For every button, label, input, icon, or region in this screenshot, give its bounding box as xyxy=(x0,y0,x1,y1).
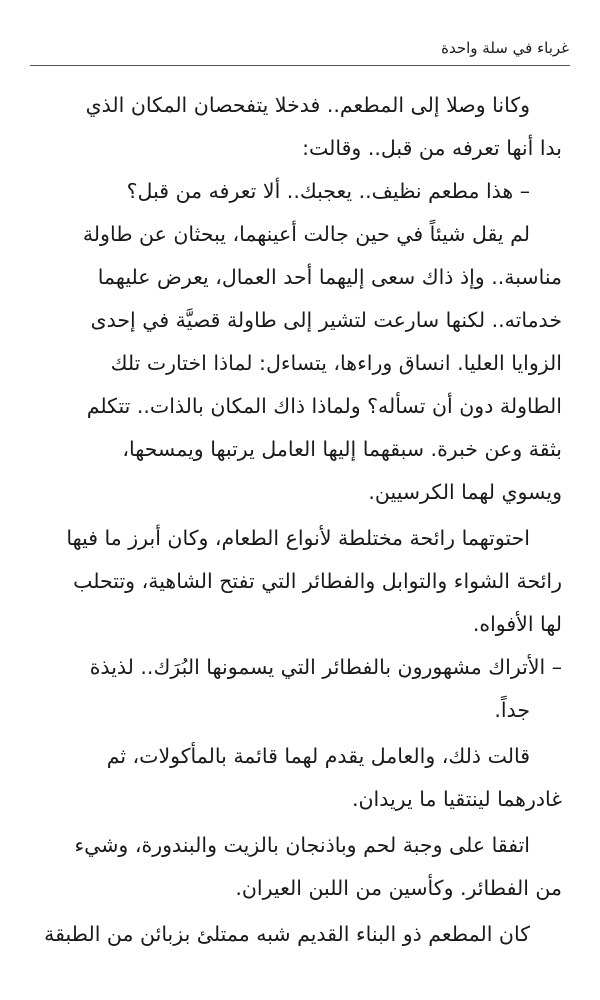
text-line: احتوتهما رائحة مختلطة لأنواع الطعام، وكان أبرز ما فيها xyxy=(66,526,530,550)
text-line: اتفقا على وجبة لحم وباذنجان بالزيت والبندورة، وشيء xyxy=(74,833,530,857)
text-line: كان المطعم ذو البناء القديم شبه ممتلئ بزبائن من الطبقة xyxy=(44,922,530,946)
text-line: مناسبة.. وإذ ذاك سعى إليهما أحد العمال، يعرض عليهما xyxy=(97,265,562,289)
text-line: جداً. xyxy=(494,698,530,722)
text-line: ويسوي لهما الكرسيين. xyxy=(368,480,562,504)
header-rule xyxy=(30,65,570,66)
text-line: غادرهما لينتقيا ما يريدان. xyxy=(351,787,562,811)
text-line: الزوايا العليا. انساق وراءها، يتساءل: لماذا اختارت تلك xyxy=(110,351,562,375)
body-text xyxy=(44,84,562,956)
text-line: وكانا وصلا إلى المطعم.. فدخلا يتفحصان المكان الذي xyxy=(85,93,530,117)
text-line: من الفطائر. وكأسين من اللبن العيران. xyxy=(235,876,562,900)
text-line: رائحة الشواء والتوابل والفطائر التي تفتح الشاهية، وتتحلب xyxy=(73,569,562,593)
dialogue-line: – هذا مطعم نظيف.. يعجبك.. ألا تعرفه من قبل؟ xyxy=(126,179,530,203)
text-line: قالت ذلك، والعامل يقدم لهما قائمة بالمأكولات، ثم xyxy=(106,744,530,768)
dialogue-line: – الأتراك مشهورون بالفطائر التي يسمونها البُرَك.. لذيذة xyxy=(89,655,562,679)
text-line: بثقة وعن خبرة. سبقهما إليها العامل يرتبها ويمسحها، xyxy=(122,437,562,461)
text-line: خدماته.. لكنها سارعت لتشير إلى طاولة قصيَّة في إحدى xyxy=(90,308,562,332)
running-header: غرباء في سلة واحدة xyxy=(441,39,569,57)
text-line: بدا أنها تعرفه من قبل.. وقالت: xyxy=(302,136,562,160)
text-line: الطاولة دون أن تسأله؟ ولماذا ذاك المكان بالذات.. تتكلم xyxy=(86,394,562,418)
text-line: لم يقل شيئاً في حين جالت أعينهما، يبحثان عن طاولة xyxy=(82,222,530,246)
text-line: لها الأفواه. xyxy=(472,612,562,636)
